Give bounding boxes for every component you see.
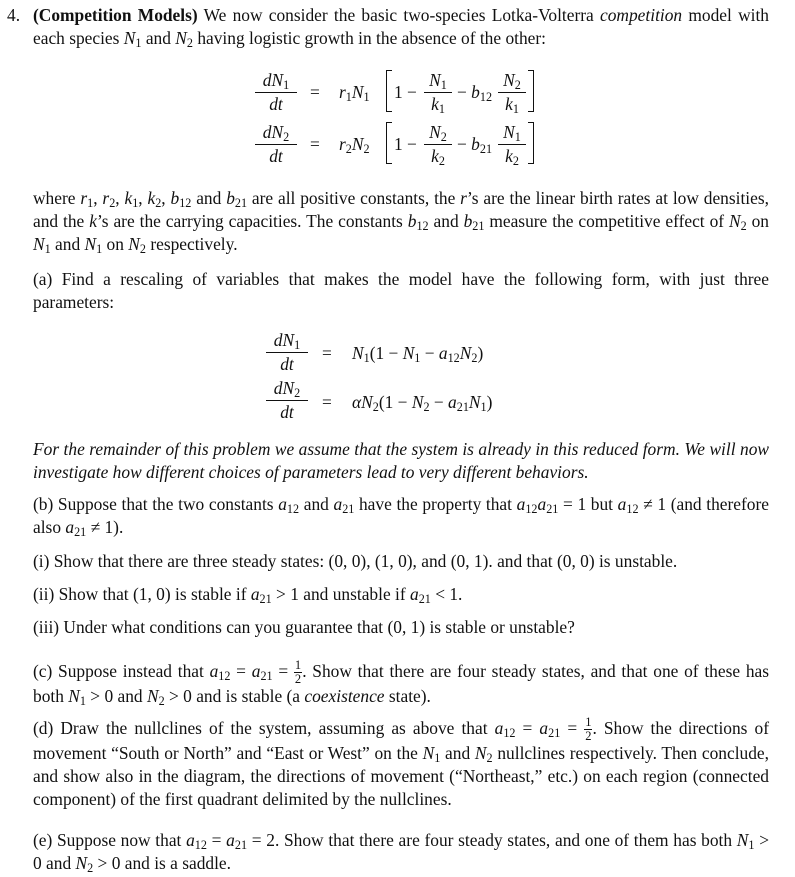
part-a-text: (a) Find a rescaling of variables that makes the model have the following form, with just three parameters: (33, 269, 769, 312)
part-d-text: (d) Draw the nullclines of the system, assuming as above that $a_{12} = a_{21}$ = $\frac{1}{2}$ . Show the directions of movement “South or North” and “East or West” on the $N_1$ and $N_2$ nullclines respectively. Then conclude, and show also in the diagram, the directions of movement (“Northeast,” etc.) on each region (connected component) of the first quadrant delimited by the nullclines. (33, 715, 769, 810)
where-paragraph: where $r_1$, $r_2$, $k_1$, $k_2$, $b_{12}$ and $b_{21}$ are all positive constants, the r’s are the linear birth rates at low densities, and the k’s are the carrying capacities. The constants $b_{12}$ and $b_{21}$ measure the competitive effect of $N_2$ on $N_1$ and $N_1$ on $N_2$ respectively. (33, 188, 769, 257)
part-b-i: (i) Show that there are three steady states: (0, 0), (1, 0), and (0, 1). and that (0, 0) is unstable. (33, 551, 678, 571)
problem-number: 4. (7, 5, 21, 25)
remainder-note: For the remainder of this problem we assume that the system is already in this reduced form. We will now investigate how different choices of parameters lead to very different behaviors. (33, 439, 769, 482)
model-equations: $\frac{dN_1}{dt}$ = $r_1N_1$ 1 − $\frac{N_1}{k_1}$ − $b_{12}$ $\frac{N_2}{k_1}$ $\frac{dN_2}{dt}$ = $r_2N_2$ 1 − $\frac{N_2}{k_2}$ − $b_{21}$ $\frac{N_1}{k_2}$ (0, 0, 795, 180)
problem-intro: 4. (Competition Models) We now consider the basic two-species Lotka-Volterra competition model with each species $N_1$ and $N_2$ having logistic growth in the absence of the other: (7, 5, 769, 51)
reduced-equations: $\frac{dN_1}{dt}$ = $N_1(1 - N_1 - a_{12}N_2)$ $\frac{dN_2}{dt}$ = $\alpha N_2(1 - N_2 - a_{21}N_1)$ (0, 320, 795, 430)
part-b-text: (b) Suppose that the two constants $a_{12}$ and $a_{21}$ have the property that $a_{12}a_{21} = 1$ but $a_{12} \ne 1$ (and therefore also $a_{21} \ne 1$). (33, 494, 769, 540)
part-e-text: (e) Suppose now that $a_{12} = a_{21} = 2$. Show that there are four steady states, and one of them has both $N_1 > 0$ and $N_2 > 0$ and is a saddle. (33, 830, 769, 876)
problem-title: (Competition Models) (33, 5, 198, 25)
part-b-ii: (ii) Show that (1, 0) is stable if $a_{21} > 1$ and unstable if $a_{21} < 1$. (33, 584, 463, 607)
part-c-text: (c) Suppose instead that $a_{12} = a_{21}$ = $\frac{1}{2}$ . Show that there are four steady states, and that one of these has both $N_1 > 0$ and $N_2 > 0$ and is stable (a coexistence state). (33, 658, 770, 709)
part-b-iii: (iii) Under what conditions can you guarantee that (0, 1) is stable or unstable? (33, 617, 575, 637)
